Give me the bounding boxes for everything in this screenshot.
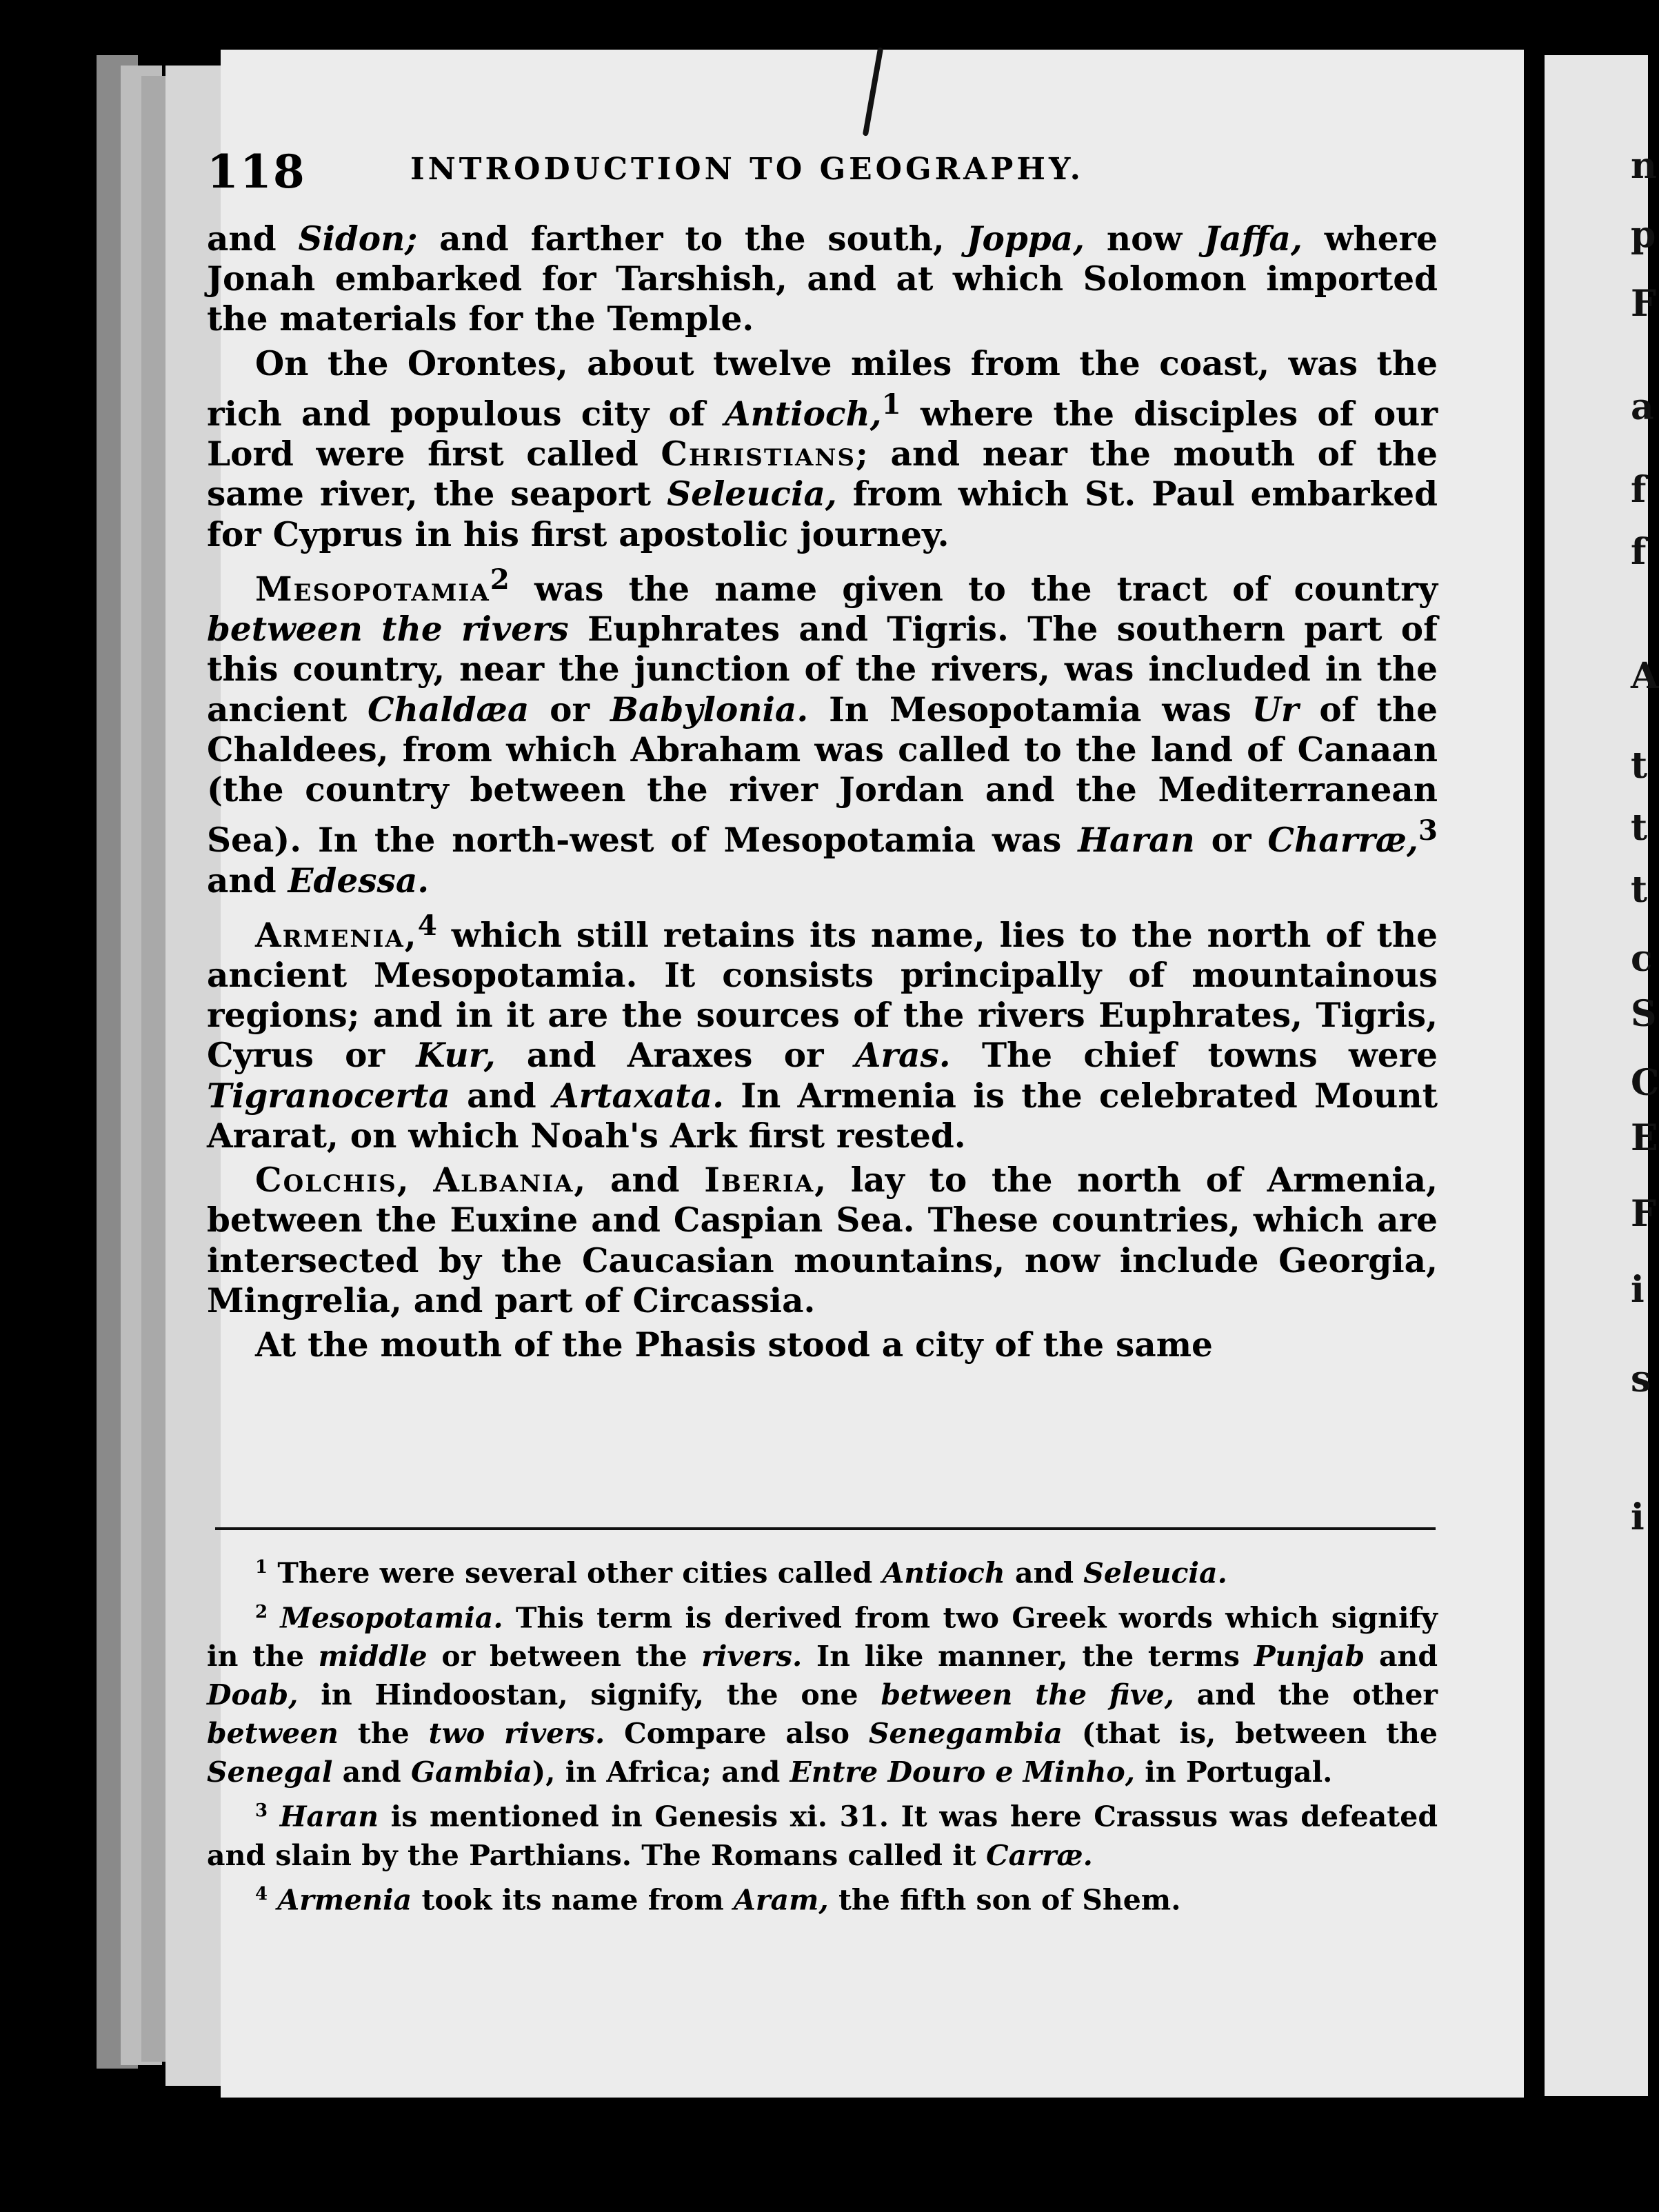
- text-run: In like manner, the terms: [802, 1640, 1254, 1673]
- text-run: 2: [255, 1601, 268, 1622]
- facing-page-fragment: A: [1631, 655, 1659, 697]
- text-run: Babylonia.: [610, 690, 809, 730]
- facing-page-fragment: i: [1631, 1496, 1645, 1538]
- text-run: On the Orontes, about twelve miles from the coast, was the rich and populous city of: [207, 343, 1438, 434]
- text-run: Haran: [1078, 821, 1195, 861]
- text-run: took its name from: [412, 1883, 734, 1917]
- page-header: [207, 145, 1448, 200]
- facing-page-strip: [1545, 55, 1659, 2096]
- text-run: Sidon;: [298, 219, 418, 259]
- text-run: now: [1085, 219, 1205, 259]
- text-run: Edessa.: [288, 861, 430, 901]
- paragraph: [207, 344, 1438, 555]
- facing-page-fragment: C: [1631, 1062, 1659, 1104]
- text-run: Ur: [1251, 690, 1299, 730]
- facing-page-fragment: E: [1631, 1117, 1658, 1159]
- text-run: or: [529, 690, 610, 730]
- facing-page-fragment: F: [1631, 1193, 1656, 1235]
- text-run: 3: [1418, 814, 1438, 847]
- page-number: 118: [207, 145, 306, 199]
- text-run: Albania: [433, 1160, 574, 1200]
- text-run: between the rivers: [207, 610, 569, 650]
- text-run: This term is derived from two Greek words which signify in the: [207, 1601, 1438, 1673]
- text-run: Christians: [661, 434, 856, 474]
- running-title: INTRODUCTION TO GEOGRAPHY.: [410, 152, 1084, 187]
- text-run: Antioch: [882, 1556, 1005, 1590]
- facing-page-fragment: a: [1631, 386, 1654, 428]
- footnote: [207, 1593, 1438, 1792]
- text-run: Iberia: [704, 1160, 815, 1200]
- text-run: Compare also: [605, 1717, 869, 1751]
- text-run: Tigranocerta: [207, 1076, 450, 1116]
- footnote: [207, 1875, 1438, 1920]
- text-run: Senegambia: [868, 1717, 1063, 1751]
- text-run: 4: [417, 908, 437, 942]
- text-run: In Armenia is the celebrated Mount Ararat, on which Noah's Ark first rested.: [207, 1076, 1438, 1156]
- text-run: At the mouth of the Phasis stood a city of the same: [255, 1325, 1213, 1365]
- footnote-rule: [215, 1527, 1436, 1530]
- body-text: [207, 219, 1438, 1365]
- facing-page-fragment: S: [1631, 993, 1657, 1035]
- text-run: is mentioned in Genesis xi. 31. It was here Crassus was defeated and slain by the Parthians. The Romans called it: [207, 1800, 1438, 1872]
- text-run: the fifth son of Shem.: [828, 1883, 1181, 1917]
- facing-page-fragment: t: [1631, 807, 1648, 849]
- text-run: Armenia: [277, 1883, 412, 1917]
- text-run: and farther to the south,: [417, 219, 967, 259]
- text-run: 3: [255, 1800, 268, 1822]
- text-run: or: [1194, 821, 1268, 861]
- text-run: Artaxata.: [552, 1076, 725, 1116]
- text-run: and the other: [1174, 1678, 1438, 1712]
- footnote: [207, 1791, 1438, 1875]
- text-run: Antioch,: [724, 394, 882, 434]
- text-run: between the five,: [881, 1678, 1174, 1712]
- text-run: ,: [396, 1160, 434, 1200]
- text-run: and: [207, 861, 288, 901]
- footnotes: [207, 1548, 1438, 1920]
- text-run: or between the: [427, 1640, 702, 1673]
- text-run: [268, 1601, 280, 1634]
- text-run: Euphrates and Tigris. The southern part of this country, near the junction of the rivers, was included in the ancient: [207, 610, 1438, 730]
- text-run: Haran: [279, 1800, 379, 1833]
- paragraph: [207, 1160, 1438, 1321]
- text-run: in Hindoostan, signify, the one: [298, 1678, 881, 1712]
- text-run: and: [207, 219, 299, 259]
- text-run: [268, 1800, 280, 1833]
- text-run: 1: [881, 387, 901, 421]
- text-run: Doab,: [207, 1678, 299, 1712]
- facing-page-fragment: n: [1631, 145, 1657, 187]
- text-run: Gambia: [411, 1756, 532, 1789]
- text-run: Punjab: [1254, 1640, 1365, 1673]
- paragraph: [207, 559, 1438, 901]
- paragraph: [207, 219, 1438, 340]
- text-run: Senegal: [207, 1756, 333, 1789]
- text-run: where Jonah embarked for Tarshish, and at which Solomon imported the materials for the Temple.: [207, 219, 1438, 339]
- text-run: Charræ,: [1267, 821, 1418, 861]
- text-run: Armenia,: [255, 915, 418, 955]
- text-run: in Portugal.: [1135, 1756, 1333, 1789]
- text-run: the: [338, 1717, 429, 1751]
- text-run: , and: [574, 1160, 705, 1200]
- facing-page-fragment: t: [1631, 869, 1648, 911]
- text-run: 2: [490, 562, 510, 596]
- text-run: between: [207, 1717, 339, 1751]
- text-run: where the disciples of our Lord were first called: [207, 394, 1438, 474]
- text-run: and: [332, 1756, 411, 1789]
- text-run: two rivers.: [428, 1717, 605, 1751]
- text-run: Joppa,: [966, 219, 1085, 259]
- facing-page-fragment: t: [1631, 745, 1648, 787]
- text-run: Entre Douro e Minho,: [790, 1756, 1135, 1789]
- text-run: In Mesopotamia was: [808, 690, 1252, 730]
- text-run: from which St. Paul embarked for Cyprus in his first apostolic journey.: [207, 474, 1438, 554]
- text-run: Kur,: [416, 1036, 496, 1076]
- text-run: (that is, between the: [1062, 1717, 1438, 1751]
- text-run: Aras.: [854, 1036, 951, 1076]
- facing-page-fragment: f: [1631, 531, 1647, 573]
- text-run: was the name given to the tract of country: [509, 569, 1438, 609]
- text-run: and: [1365, 1640, 1438, 1673]
- paragraph: [207, 1325, 1438, 1365]
- text-run: Carræ.: [986, 1838, 1093, 1872]
- paragraph: [207, 905, 1438, 1156]
- text-run: Mesopotamia: [255, 569, 490, 609]
- text-run: ), in Africa; and: [532, 1756, 790, 1789]
- text-run: Jaffa,: [1204, 219, 1303, 259]
- facing-page-fragment: s: [1631, 1358, 1651, 1400]
- facing-page-fragment: f: [1631, 469, 1647, 511]
- text-run: Colchis: [255, 1160, 397, 1200]
- text-run: ; and near the mouth of the same river, the seaport: [207, 434, 1438, 514]
- text-run: , lay to the north of Armenia, between the Euxine and Caspian Sea. These countries, which are intersected by the Caucasian mountains, now include Georgia, Mingrelia, and part of Circassia.: [207, 1160, 1438, 1320]
- text-run: Seleucia.: [1083, 1556, 1227, 1590]
- text-run: middle: [318, 1640, 428, 1673]
- text-run: Chaldæa: [368, 690, 530, 730]
- facing-page-fragment: F: [1631, 283, 1656, 325]
- facing-page-fragment: p: [1631, 214, 1656, 256]
- text-run: Mesopotamia.: [280, 1601, 503, 1635]
- text-run: rivers.: [701, 1640, 803, 1673]
- text-run: The chief towns were: [950, 1036, 1438, 1076]
- text-run: [268, 1884, 277, 1917]
- text-run: of the Chaldees, from which Abraham was called to the land of Canaan (the country between the river Jordan and the Mediterranean Sea). In the north-west of Mesopotamia was: [207, 690, 1438, 861]
- text-run: which still retains its name, lies to the north of the ancient Mesopotamia. It consists principally of mountainous regions; and in it are the sources of the rivers Euphrates, Tigris, Cyrus or: [207, 915, 1438, 1076]
- text-run: There were several other cities called: [268, 1556, 883, 1590]
- text-run: and: [1005, 1556, 1084, 1590]
- text-run: 1: [255, 1557, 268, 1578]
- facing-page-fragment: i: [1631, 1269, 1645, 1311]
- text-run: Seleucia,: [667, 474, 837, 514]
- footnote: [207, 1548, 1438, 1593]
- text-run: and Araxes or: [495, 1036, 855, 1076]
- text-run: 4: [255, 1883, 268, 1904]
- text-run: and: [450, 1076, 553, 1116]
- text-run: Aram,: [734, 1883, 829, 1917]
- facing-page-fragment: c: [1631, 938, 1653, 980]
